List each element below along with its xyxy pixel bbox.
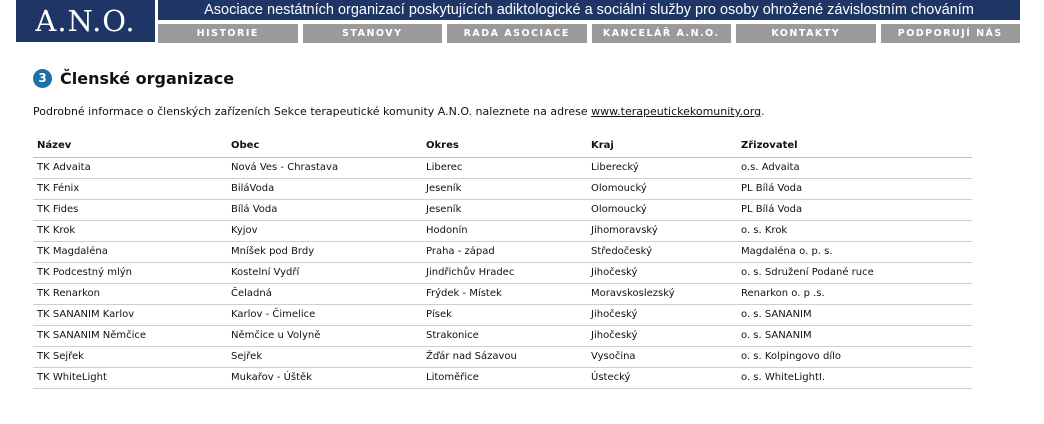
cell-obec: Bílá Voda <box>227 199 422 220</box>
table-row <box>33 199 972 220</box>
cell-kraj: Středočeský <box>587 241 737 262</box>
cell-nazev: TK Advaita <box>33 157 227 178</box>
cell-kraj: Jihočeský <box>587 325 737 346</box>
cell-kraj: Olomoucký <box>587 199 737 220</box>
intro-text <box>33 104 993 120</box>
table-row <box>33 283 972 304</box>
table-row <box>33 157 972 178</box>
cell-obec: Mukařov - Úštěk <box>227 367 422 388</box>
cell-zrizovatel: Renarkon o. p .s. <box>737 283 972 304</box>
cell-zrizovatel: o. s. Krok <box>737 220 972 241</box>
cell-nazev: TK Podcestný mlýn <box>33 262 227 283</box>
main-nav <box>158 24 1020 43</box>
cell-kraj: Moravskoslezský <box>587 283 737 304</box>
table-row <box>33 178 972 199</box>
website-link[interactable]: www.terapeutickekomunity.org <box>591 105 762 118</box>
organizations-table <box>33 135 972 389</box>
cell-obec: Karlov - Čimelice <box>227 304 422 325</box>
intro-text-suffix: . <box>761 105 765 118</box>
nav-item-kontakty[interactable]: KONTAKTY <box>736 24 876 43</box>
cell-okres: Jeseník <box>422 199 587 220</box>
cell-kraj: Olomoucký <box>587 178 737 199</box>
cell-obec: Nová Ves - Chrastava <box>227 157 422 178</box>
cell-okres: Litoměřice <box>422 367 587 388</box>
cell-obec: Kyjov <box>227 220 422 241</box>
cell-okres: Frýdek - Místek <box>422 283 587 304</box>
section-heading <box>33 67 234 89</box>
cell-zrizovatel: o. s. Kolpingovo dílo <box>737 346 972 367</box>
cell-okres: Žďár nad Sázavou <box>422 346 587 367</box>
cell-okres: Hodonín <box>422 220 587 241</box>
cell-okres: Liberec <box>422 157 587 178</box>
cell-nazev: TK Magdaléna <box>33 241 227 262</box>
cell-nazev: TK SANANIM Němčice <box>33 325 227 346</box>
nav-item-podporuji-nas[interactable]: PODPORUJÍ NÁS <box>881 24 1021 43</box>
cell-obec: Kostelní Vydří <box>227 262 422 283</box>
cell-nazev: TK Krok <box>33 220 227 241</box>
cell-kraj: Jihočeský <box>587 262 737 283</box>
cell-nazev: TK SANANIM Karlov <box>33 304 227 325</box>
cell-obec: Mníšek pod Brdy <box>227 241 422 262</box>
table-row <box>33 262 972 283</box>
cell-kraj: Jihomoravský <box>587 220 737 241</box>
page-title: Členské organizace <box>60 68 235 88</box>
cell-obec: Čeladná <box>227 283 422 304</box>
cell-zrizovatel: PL Bílá Voda <box>737 178 972 199</box>
cell-kraj: Vysočina <box>587 346 737 367</box>
header-title: Asociace nestátních organizací poskytujících adiktologické a sociální služby pro osoby ohrožené závislostním chováním <box>158 0 1020 20</box>
cell-zrizovatel: Magdaléna o. p. s. <box>737 241 972 262</box>
cell-zrizovatel: o. s. SANANIM <box>737 304 972 325</box>
table-row <box>33 325 972 346</box>
cell-zrizovatel: o. s. WhiteLightI. <box>737 367 972 388</box>
cell-zrizovatel: PL Bílá Voda <box>737 199 972 220</box>
cell-obec: Sejřek <box>227 346 422 367</box>
column-header-obec: Obec <box>227 135 422 157</box>
cell-okres: Praha - západ <box>422 241 587 262</box>
column-header-nazev: Název <box>33 135 227 157</box>
cell-nazev: TK WhiteLight <box>33 367 227 388</box>
column-header-kraj: Kraj <box>587 135 737 157</box>
logo[interactable]: A.N.O. <box>16 0 155 43</box>
nav-item-stanovy[interactable]: STANOVY <box>303 24 443 43</box>
table-row <box>33 346 972 367</box>
cell-zrizovatel: o. s. Sdružení Podané ruce <box>737 262 972 283</box>
table-row <box>33 304 972 325</box>
cell-kraj: Ústecký <box>587 367 737 388</box>
cell-zrizovatel: o. s. SANANIM <box>737 325 972 346</box>
cell-nazev: TK Fénix <box>33 178 227 199</box>
cell-nazev: TK Fides <box>33 199 227 220</box>
cell-okres: Strakonice <box>422 325 587 346</box>
intro-text-body: Podrobné informace o členských zařízeních Sekce terapeutické komunity A.N.O. naleznete na adrese <box>33 105 592 118</box>
cell-nazev: TK Sejřek <box>33 346 227 367</box>
table-row <box>33 367 972 388</box>
cell-kraj: Liberecký <box>587 157 737 178</box>
column-header-okres: Okres <box>422 135 587 157</box>
nav-item-kancelar[interactable]: KANCELÁŘ A.N.O. <box>592 24 732 43</box>
cell-okres: Jeseník <box>422 178 587 199</box>
cell-zrizovatel: o.s. Advaita <box>737 157 972 178</box>
table-row <box>33 241 972 262</box>
column-header-zrizovatel: Zřizovatel <box>737 135 972 157</box>
cell-obec: BiláVoda <box>227 178 422 199</box>
cell-kraj: Jihočeský <box>587 304 737 325</box>
section-number-icon: 3 <box>33 69 52 88</box>
nav-item-rada-asociace[interactable]: RADA ASOCIACE <box>447 24 587 43</box>
cell-nazev: TK Renarkon <box>33 283 227 304</box>
cell-okres: Písek <box>422 304 587 325</box>
table-header-row <box>33 135 972 157</box>
table-row <box>33 220 972 241</box>
cell-obec: Němčice u Volyně <box>227 325 422 346</box>
cell-okres: Jindřichův Hradec <box>422 262 587 283</box>
nav-item-historie[interactable]: HISTORIE <box>158 24 298 43</box>
